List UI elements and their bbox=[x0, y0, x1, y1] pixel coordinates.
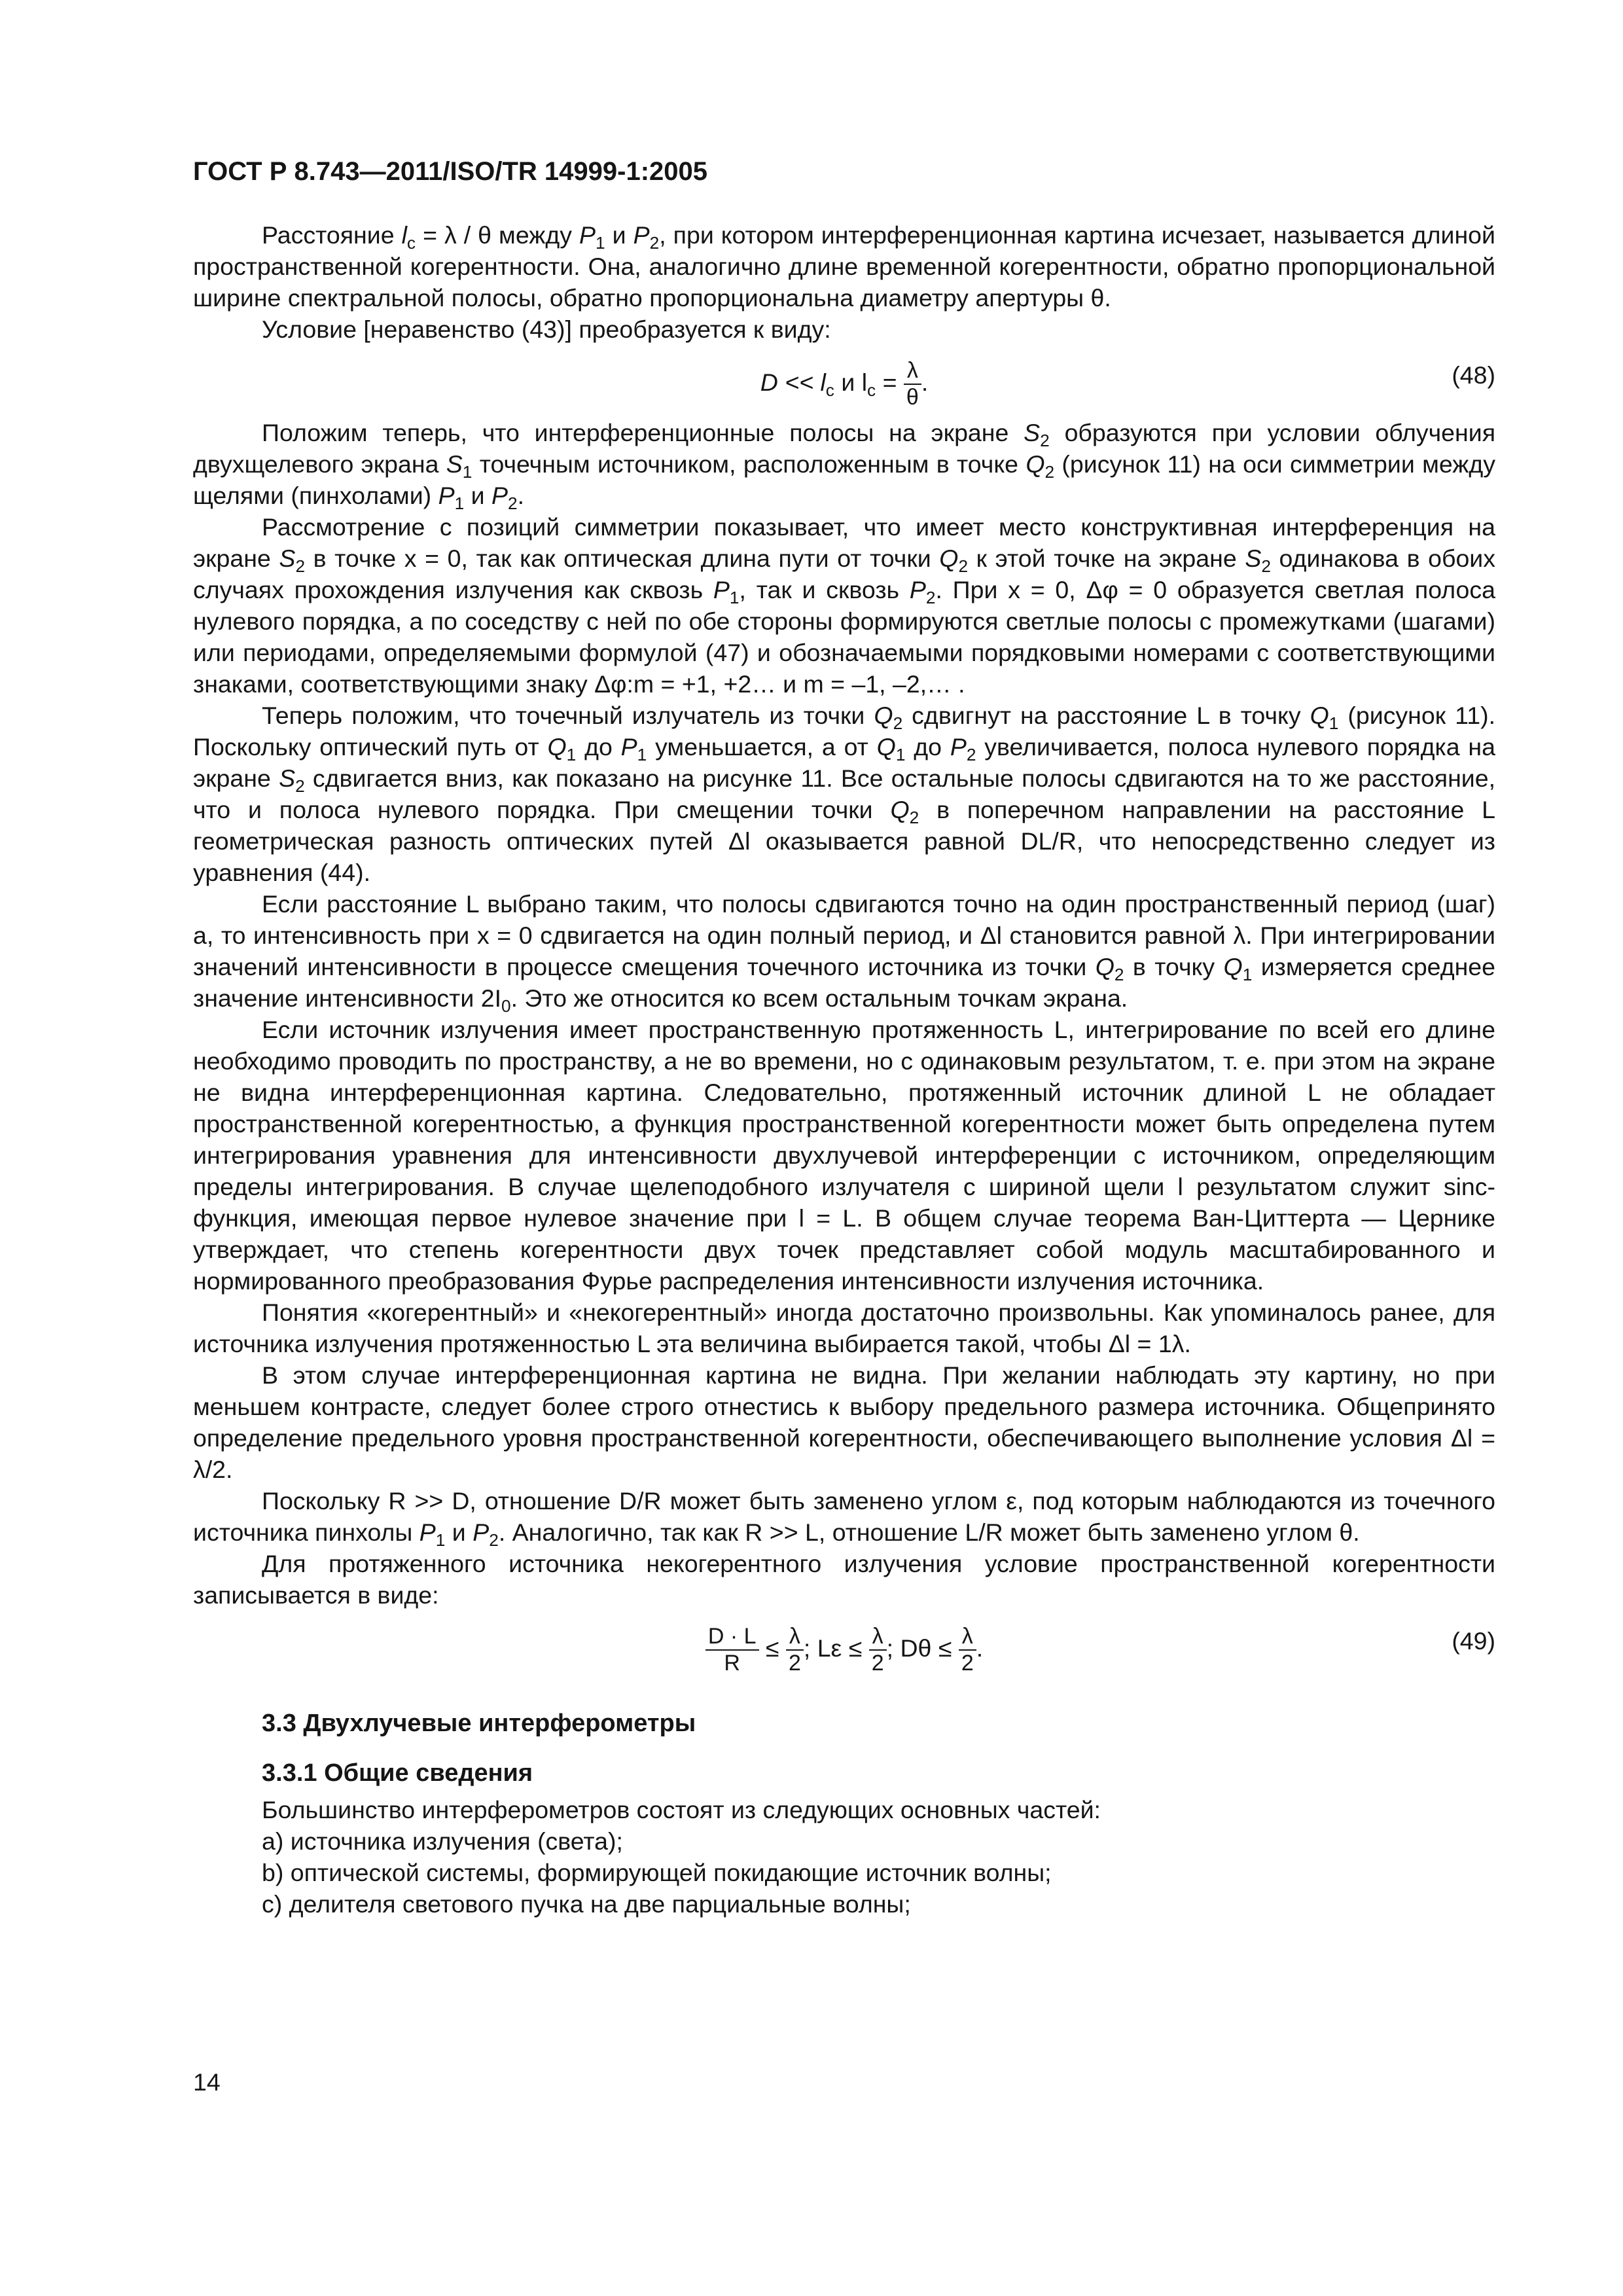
paragraph-point-source: Положим теперь, что интерференционные полосы на экране $S_2$ образуются при условии облучения двухщелевого экрана $S_1$ точечным источником, расположенным в точке $Q_2$ (рисунок 11) на оси симметрии между щелями (пинхолами) $P_1$ и $P_2$. bbox=[193, 419, 1496, 513]
document-header: ГОСТ Р 8.743—2011/ISO/TR 14999-1:2005 bbox=[193, 157, 708, 186]
fraction-lambda-over-2-c: $\frac{\lambda}{2}$ bbox=[959, 1624, 976, 1676]
document-page bbox=[193, 157, 1495, 1920]
fraction-lambda-theta: $\frac{\lambda}{\theta}$ bbox=[904, 358, 921, 410]
fraction-dl-over-r: $\frac{D \cdot L}{R}$ bbox=[705, 1624, 759, 1676]
paragraph-coherent-terms: Понятия «когерентный» и «некогерентный» иногда достаточно произвольны. Как упоминалось ранее, для источника излучения протяженностью L эта величина выбирается такой, чтобы Δl = 1λ. bbox=[193, 1299, 1495, 1357]
paragraph-condition: Условие [неравенство (43)] преобразуется к виду: bbox=[262, 315, 831, 343]
list-item-b: b) оптической системы, формирующей покидающие источник волны; bbox=[262, 1859, 1052, 1886]
paragraph-shifted-source: Теперь положим, что точечный излучатель из точки $Q_2$ сдвигнут на расстояние L в точку $Q_1$ (рисунок 11). Поскольку оптический путь от $Q_1$ до $P_1$ уменьшается, а от $Q_1$ до $P_2$ увеличивается, полоса нулевого порядка на экране $S_2$ сдвигается вниз, как показано на рисунке 11. Все остальные полосы сдвигаются на то же расстояние, что и полоса нулевого порядка. При смещении точки $Q_2$ в поперечном направлении на расстояние L геометрическая разность оптических путей Δl оказывается равной DL/R, что непосредственно следует из уравнения (44). bbox=[193, 702, 1496, 886]
fraction-lambda-over-2-a: $\frac{\lambda}{2}$ bbox=[786, 1624, 804, 1676]
equation-48-number: (48) bbox=[1452, 361, 1495, 389]
equation-48 bbox=[193, 345, 1495, 417]
list-item-c: c) делителя светового пучка на две парциальные волны; bbox=[262, 1890, 911, 1918]
page-number: 14 bbox=[193, 2068, 221, 2096]
paragraph-symmetry: Рассмотрение с позиций симметрии показывает, что имеет место конструктивная интерференция на экране $S_2$ в точке x = 0, так как оптическая длина пути от точки $Q_2$ к этой точке на экране $S_2$ одинакова в обоих случаях прохождения излучения как сквозь $P_1$, так и сквозь $P_2$. При x = 0, Δφ = 0 образуется светлая полоса нулевого порядка, а по соседству с ней по обе стороны формируются светлые полосы с промежутками (шагами) или периодами, определяемыми формулой (47) и обозначаемыми порядковыми номерами с соответствующими знаками, соответствующими знаку Δφ:m = +1, +2… и m = –1, –2,… . bbox=[193, 513, 1495, 698]
section-heading-3-3: 3.3 Двухлучевые интерферометры bbox=[262, 1710, 696, 1737]
body-text bbox=[193, 219, 1495, 1920]
paragraph-incoherent-condition: Для протяженного источника некогерентного излучения условие пространственной когерентности записывается в виде: bbox=[193, 1550, 1495, 1609]
equation-48-expression: $D << l_c$ и $l_c$ = $\frac{\lambda}{\theta}$ . bbox=[760, 358, 929, 410]
equation-49-expression: $\frac{D \cdot L}{R}$ ≤ $\frac{\lambda}{2}$ ; Lε ≤ $\frac{\lambda}{2}$ ; Dθ ≤ $\frac{\lambda}{2}$ . bbox=[193, 1624, 1495, 1676]
paragraph-interferometer-parts: Большинство интерферометров состоят из следующих основных частей: bbox=[262, 1796, 1101, 1823]
fraction-lambda-over-2-b: $\frac{\lambda}{2}$ bbox=[869, 1624, 887, 1676]
paragraph-angle: Поскольку R >> D, отношение D/R может быть заменено углом ε, под которым наблюдаются из точечного источника пинхолы $P_1$ и $P_2$. Аналогично, так как R >> L, отношение L/R может быть заменено углом θ. bbox=[193, 1487, 1495, 1550]
paragraph-coherence-length: Расстояние $l_c = \lambda / \theta$ между $P_1$ и $P_2$, при котором интерференционная картина исчезает, называется длиной пространственной когерентности. Она, аналогично длине временной когерентности, обратно пропорциональной ширине спектральной полосы, обратно пропорциональна диаметру апертуры θ. bbox=[193, 221, 1495, 312]
equation-49-number: (49) bbox=[1452, 1627, 1495, 1655]
equation-49 bbox=[193, 1611, 1495, 1683]
paragraph-period-shift: Если расстояние L выбрано таким, что полосы сдвигаются точно на один пространственный период (шаг) a, то интенсивность при x = 0 сдвигается на один полный период, и Δl становится равной λ. При интегрировании значений интенсивности в процессе смещения точечного источника из точки $Q_2$ в точку $Q_1$ измеряется среднее значение интенсивности $2I_0$. Это же относится ко всем остальным точкам экрана. bbox=[193, 890, 1496, 1016]
list-item-a: a) источника излучения (света); bbox=[262, 1827, 623, 1855]
paragraph-extended-source: Если источник излучения имеет пространственную протяженность L, интегрирование по всей его длине необходимо проводить по пространству, а не во времени, но с одинаковым результатом, т. е. при этом на экране не видна интерференционная картина. Следовательно, протяженный источник длиной L не обладает пространственной когерентностью, а функция пространственной когерентности может быть определена путем интегрирования уравнения для интенсивности двухлучевой интерференции с источником, определяющим пределы интегрирования. В случае щелеподобного излучателя с шириной щели l результатом служит sinc-функция, имеющая первое нулевое значение при l = L. В общем случае теорема Ван-Циттерта — Цернике утверждает, что степень когерентности двух точек представляет собой модуль масштабированного и нормированного преобразования Фурье распределения интенсивности излучения источника. bbox=[193, 1016, 1495, 1295]
paragraph-contrast: В этом случае интерференционная картина не видна. При желании наблюдать эту картину, но при меньшем контрасте, следует более строго отнестись к выбору предельного размера источника. Общепринято определение предельного уровня пространственной когерентности, обеспечивающего выполнение условия Δl = λ/2. bbox=[193, 1361, 1495, 1483]
section-heading-3-3-1: 3.3.1 Общие сведения bbox=[262, 1759, 533, 1787]
